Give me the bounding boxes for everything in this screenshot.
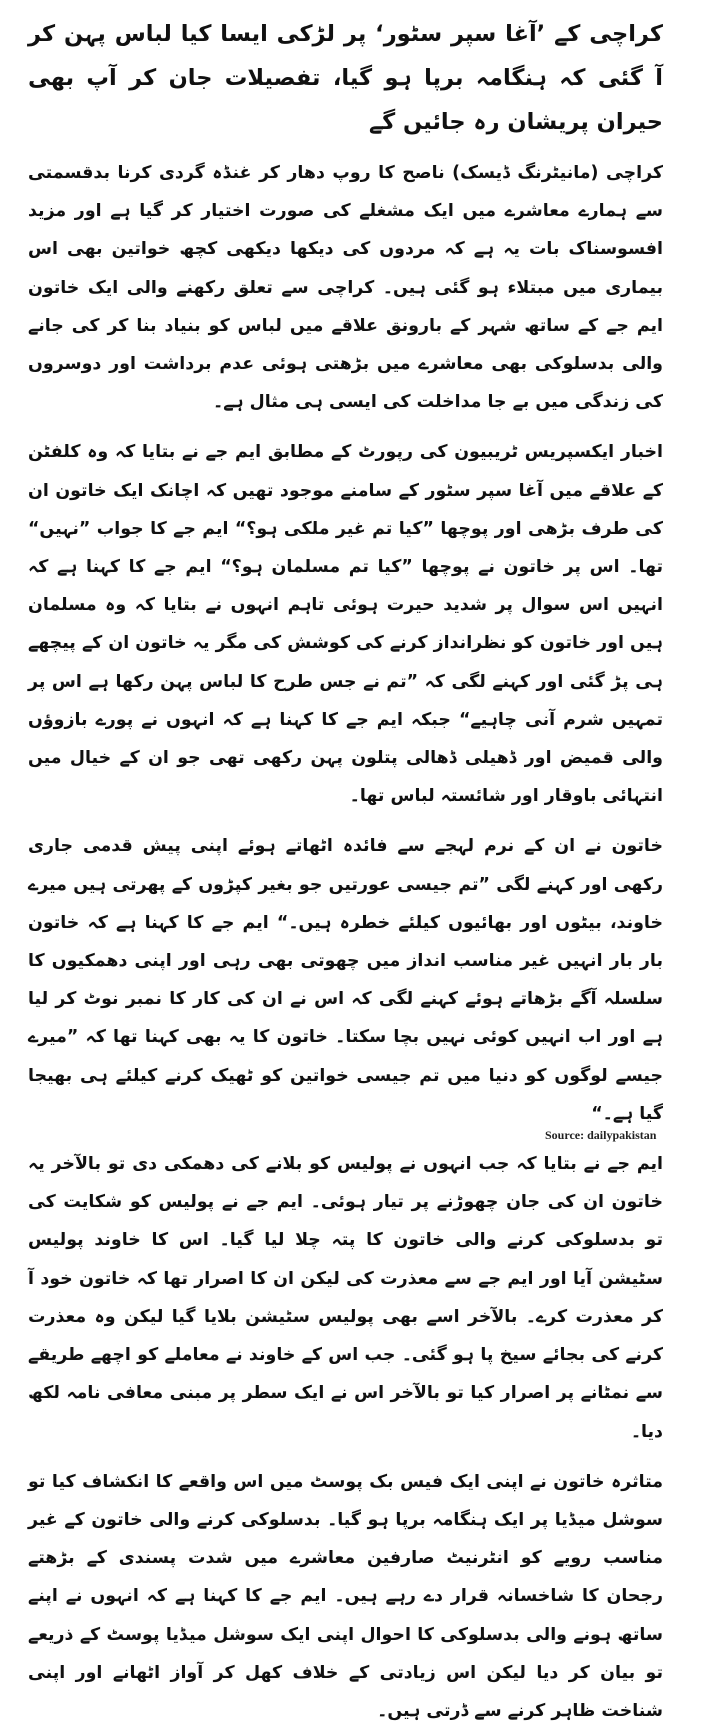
article-paragraph-1: کراچی (مانیٹرنگ ڈیسک) ناصح کا روپ دھار کر غنڈہ گردی کرنا بدقسمتی سے ہمارے معاشرے میں ایک مشغلے کی صورت اختیار کر گیا ہے اور مزید افسوسناک بات یہ ہے کہ مردوں کی دیکھا دیکھی کچھ خواتین بھی اس بیماری میں مبتلاء ہو گئی ہیں۔ کراچی سے تعلق رکھنے والی ایک خاتون ایم جے کے ساتھ شہر کے بارونق علاقے میں لباس کو بنیاد بنا کر کی جانے والی بدسلوکی بھی معاشرے میں بڑھتی ہوئی عدم برداشت اور دوسروں کی زندگی میں بے جا مداخلت کی ایسی ہی مثال ہے۔ bbox=[28, 163, 663, 413]
article-paragraph-4: ایم جے نے بتایا کہ جب انہوں نے پولیس کو بلانے کی دھمکی دی تو بالآخر یہ خاتون ان کی جان چھوڑنے پر تیار ہوئی۔ ایم جے نے پولیس کو شکایت کی تو بدسلوکی کرنے والی خاتون کا پتہ چلا لیا گیا۔ اس کا خاوند پولیس سٹیشن آیا اور ایم جے سے معذرت کی لیکن ان کا اصرار تھا کہ خاتون خود آ کر معذرت کرے۔ بالآخر اسے بھی پولیس سٹیشن بلایا گیا لیکن وہ معذرت کرنے کی بجائے سیخ پا ہو گئی۔ جب اس کے خاوند نے معاملے کو اچھے طریقے سے نمٹانے پر اصرار کیا تو بالآخر اس نے ایک سطر پر مبنی معافی نامہ لکھ دیا۔ bbox=[28, 1154, 663, 1442]
article-headline: کراچی کے ’آغا سپر سٹور‘ پر لڑکی ایسا کیا لباس پہن کر آ گئی کہ ہنگامہ برپا ہو گیا، تفصیلات جان کر آپ بھی حیران پریشان رہ جائیں گے bbox=[28, 21, 663, 135]
article-paragraph-5: متاثرہ خاتون نے اپنی ایک فیس بک پوسٹ میں اس واقعے کا انکشاف کیا تو سوشل میڈیا پر ایک ہنگامہ برپا ہو گیا۔ بدسلوکی کرنے والی خاتون کے غیر مناسب رویے کو انٹرنیٹ صارفین معاشرے میں شدت پسندی کے بڑھتے رجحان کا شاخسانہ قرار دے رہے ہیں۔ ایم جے کا کہنا ہے کہ انہوں نے اپنے ساتھ ہونے والی بدسلوکی کا احوال اپنی ایک سوشل میڈیا پوسٹ کے ذریعے تو بیان کر دیا لیکن اس زیادتی کے خلاف کھل کر آواز اٹھانے اور اپنی شناخت ظاہر کرنے سے ڈرتی ہیں۔ bbox=[28, 1471, 663, 1721]
source-credit: Source: dailypakistan bbox=[545, 1128, 657, 1142]
article-paragraph-3: خاتون نے ان کے نرم لہجے سے فائدہ اٹھاتے ہوئے اپنی پیش قدمی جاری رکھی اور کہنے لگی ”تم جیسی عورتیں جو بغیر کپڑوں کے پھرتی ہیں میرے خاوند، بیٹوں اور بھائیوں کیلئے خطرہ ہیں۔“ ایم جے کا کہنا ہے کہ خاتون بار بار انہیں غیر مناسب انداز میں چھوتی بھی رہی اور اپنی دھمکیوں کا سلسلہ آگے بڑھاتے ہوئے کہنے لگی کہ اس نے ان کی کار کا نمبر نوٹ کر لیا ہے اور اب انہیں کوئی نہیں بچا سکتا۔ خاتون کا یہ بھی کہنا تھا کہ ”میرے جیسے لوگوں کو دنیا میں تم جیسی خواتین کو ٹھیک کرنے کیلئے ہی بھیجا گیا ہے۔“ bbox=[28, 836, 663, 1124]
article-paragraph-2: اخبار ایکسپریس ٹریبیون کی رپورٹ کے مطابق ایم جے نے بتایا کہ وہ کلفٹن کے علاقے میں آغا سپر سٹور کے سامنے موجود تھیں کہ اچانک ایک خاتون ان کی طرف بڑھی اور پوچھا ”کیا تم غیر ملکی ہو؟“ ایم جے کا جواب ”نہیں“ تھا۔ اس پر خاتون نے پوچھا ”کیا تم مسلمان ہو؟“ ایم جے کا کہنا ہے کہ انہیں اس سوال پر شدید حیرت ہوئی تاہم انہوں نے بتایا کہ وہ مسلمان ہیں اور خاتون کو نظرانداز کرنے کی کوشش کی مگر یہ خاتون ان کے پیچھے ہی پڑ گئی اور کہنے لگی کہ ”تم نے جس طرح کا لباس پہن رکھا ہے اس پر تمہیں شرم آنی چاہیے“ جبکہ ایم جے کا کہنا ہے کہ انہوں نے پورے بازوؤں والی قمیض اور ڈھیلی ڈھالی پتلون پہن رکھی تھی جو ان کے خیال میں انتہائی باوقار اور شائستہ لباس تھا۔ bbox=[28, 442, 663, 807]
